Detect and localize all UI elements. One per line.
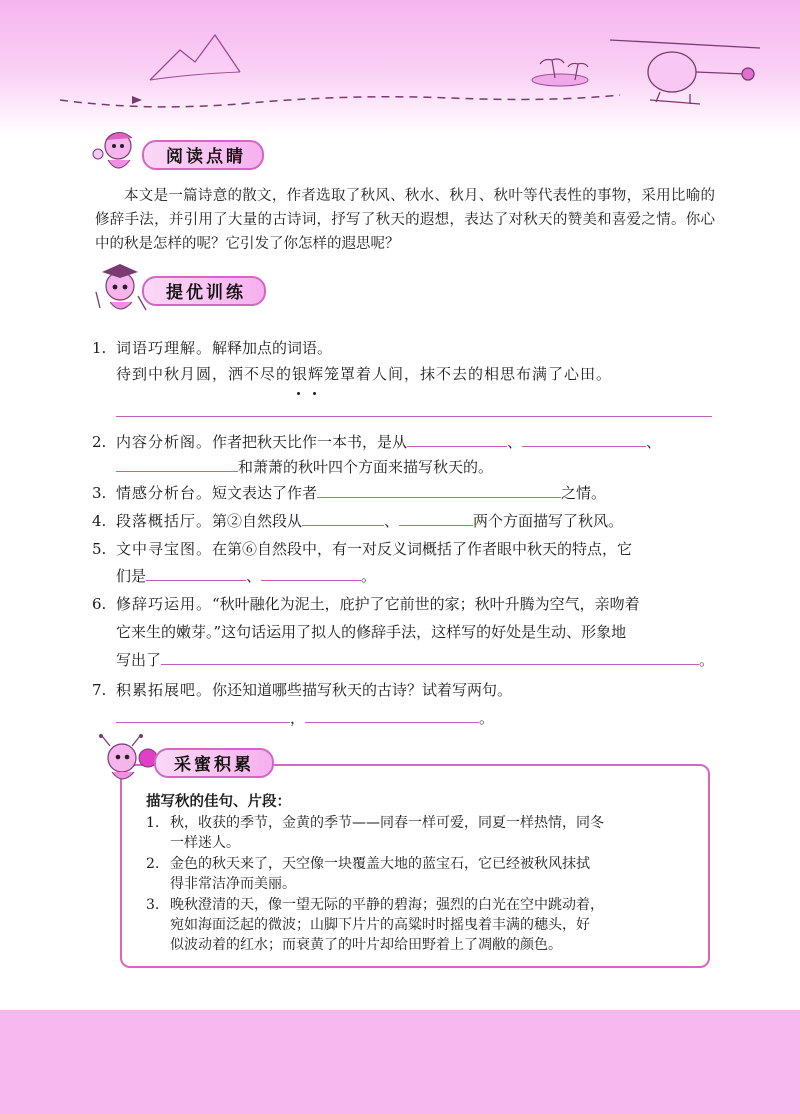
- answer-blank[interactable]: [522, 430, 646, 447]
- answer-blank[interactable]: [261, 564, 361, 581]
- collection-item-2-cont: 得非常洁净而美丽。: [170, 876, 296, 892]
- section-training: [88, 268, 268, 308]
- question-5: 5. 文中寻宝图。在第⑥自然段中，有一对反义词概括了作者眼中秋天的特点，它: [92, 540, 633, 558]
- collection-item-3-cont: 宛如海面泛起的微波；山脚下片片的高粱时时摇曳着丰满的穗头，好: [170, 917, 590, 933]
- helicopter-icon: [610, 40, 760, 104]
- answer-blank[interactable]: [317, 481, 561, 498]
- dashed-flight-line: [60, 95, 620, 107]
- question-title: 情感分析台。: [116, 484, 213, 502]
- question-7-cont: ， 。: [116, 706, 494, 730]
- collection-item-3: 3. 晚秋澄清的天，像一望无际的平静的碧海；强烈的白光在空中跳动着，: [146, 897, 604, 913]
- question-4: 4. 段落概括厅。第②自然段从 、 两个方面描写了秋风。: [92, 509, 623, 533]
- question-title: 词语巧理解。: [116, 339, 213, 357]
- collection-item-3-cont2: 似波动着的红水；而衰黄了的叶片却给田野着上了凋敝的颜色。: [170, 937, 562, 953]
- mascot-icon: [88, 126, 148, 178]
- header-decoration: [0, 0, 800, 135]
- answer-blank[interactable]: [146, 564, 246, 581]
- answer-blank[interactable]: [305, 706, 479, 723]
- question-title: 段落概括厅。: [116, 512, 213, 530]
- collection-item-1-cont: 一样迷人。: [170, 835, 240, 851]
- answer-line-1[interactable]: [116, 416, 712, 417]
- section-reading-tips: [88, 132, 268, 172]
- arrow-icon: [132, 96, 142, 104]
- question-title: 积累拓展吧。: [116, 681, 213, 699]
- bee-mascot-icon: [92, 734, 162, 790]
- question-6-cont2: 写出了 。: [116, 648, 714, 672]
- section-title: 采蜜积累: [174, 755, 254, 775]
- mountain-icon: [150, 35, 240, 80]
- question-5-cont: 们是 、 。: [116, 564, 376, 588]
- emphasis-dot: [297, 392, 300, 395]
- header-illustration: [0, 0, 800, 135]
- answer-blank[interactable]: [116, 455, 238, 472]
- question-6: 6. 修辞巧运用。“秋叶融化为泥土，庇护了它前世的家；秋叶升腾为空气，亲吻着: [92, 595, 640, 613]
- collection-item-1: 1. 秋，收获的季节，金黄的季节——同春一样可爱，同夏一样热情，同冬: [146, 815, 604, 831]
- question-title: 修辞巧运用。: [116, 595, 213, 613]
- question-title: 内容分析阁。: [116, 433, 213, 451]
- answer-blank[interactable]: [407, 430, 507, 447]
- emphasis-dot: [313, 392, 316, 395]
- question-2-cont: 和萧萧的秋叶四个方面来描写秋天的。: [116, 455, 493, 479]
- section-collection: [92, 740, 292, 780]
- question-6-cont: 它来生的嫩芽。”这句话运用了拟人的修辞手法，这样写的好处是生动、形象地: [116, 623, 627, 641]
- answer-blank[interactable]: [161, 648, 699, 665]
- answer-blank[interactable]: [399, 509, 473, 526]
- question-2: 2. 内容分析阁。作者把秋天比作一本书，是从 、 、: [92, 430, 661, 454]
- question-3: 3. 情感分析台。短文表达了作者 之情。: [92, 481, 606, 505]
- question-1: 1. 词语巧理解。解释加点的词语。: [92, 339, 333, 357]
- collection-item-2: 2. 金色的秋天来了，天空像一块覆盖大地的蓝宝石，它已经被秋风抹拭: [146, 856, 590, 872]
- question-1-sentence: 待到中秋月圆，洒不尽的银辉笼罩着人间，抹不去的相思布满了心田。: [116, 365, 613, 383]
- collection-heading: 描写秋的佳句、片段：: [146, 794, 291, 810]
- island-icon: [532, 74, 588, 86]
- intro-paragraph: 本文是一篇诗意的散文，作者选取了秋风、秋水、秋月、秋叶等代表性的事物，采用比喻的修辞手法，并引用了大量的古诗词，抒写了秋天的遐想，表达了对秋天的赞美和喜爱之情。你心中的秋是怎样的呢？它引发了你怎样的遐思呢？: [95, 188, 715, 252]
- section-title: 阅读点睛: [166, 147, 246, 167]
- question-title: 文中寻宝图。: [116, 540, 213, 558]
- section-title: 提优训练: [166, 283, 246, 303]
- answer-blank[interactable]: [302, 509, 384, 526]
- footer-band: [0, 1010, 800, 1114]
- question-7: 7. 积累拓展吧。你还知道哪些描写秋天的古诗？试着写两句。: [92, 681, 513, 699]
- answer-blank[interactable]: [116, 706, 290, 723]
- mascot-graduate-icon: [88, 262, 150, 318]
